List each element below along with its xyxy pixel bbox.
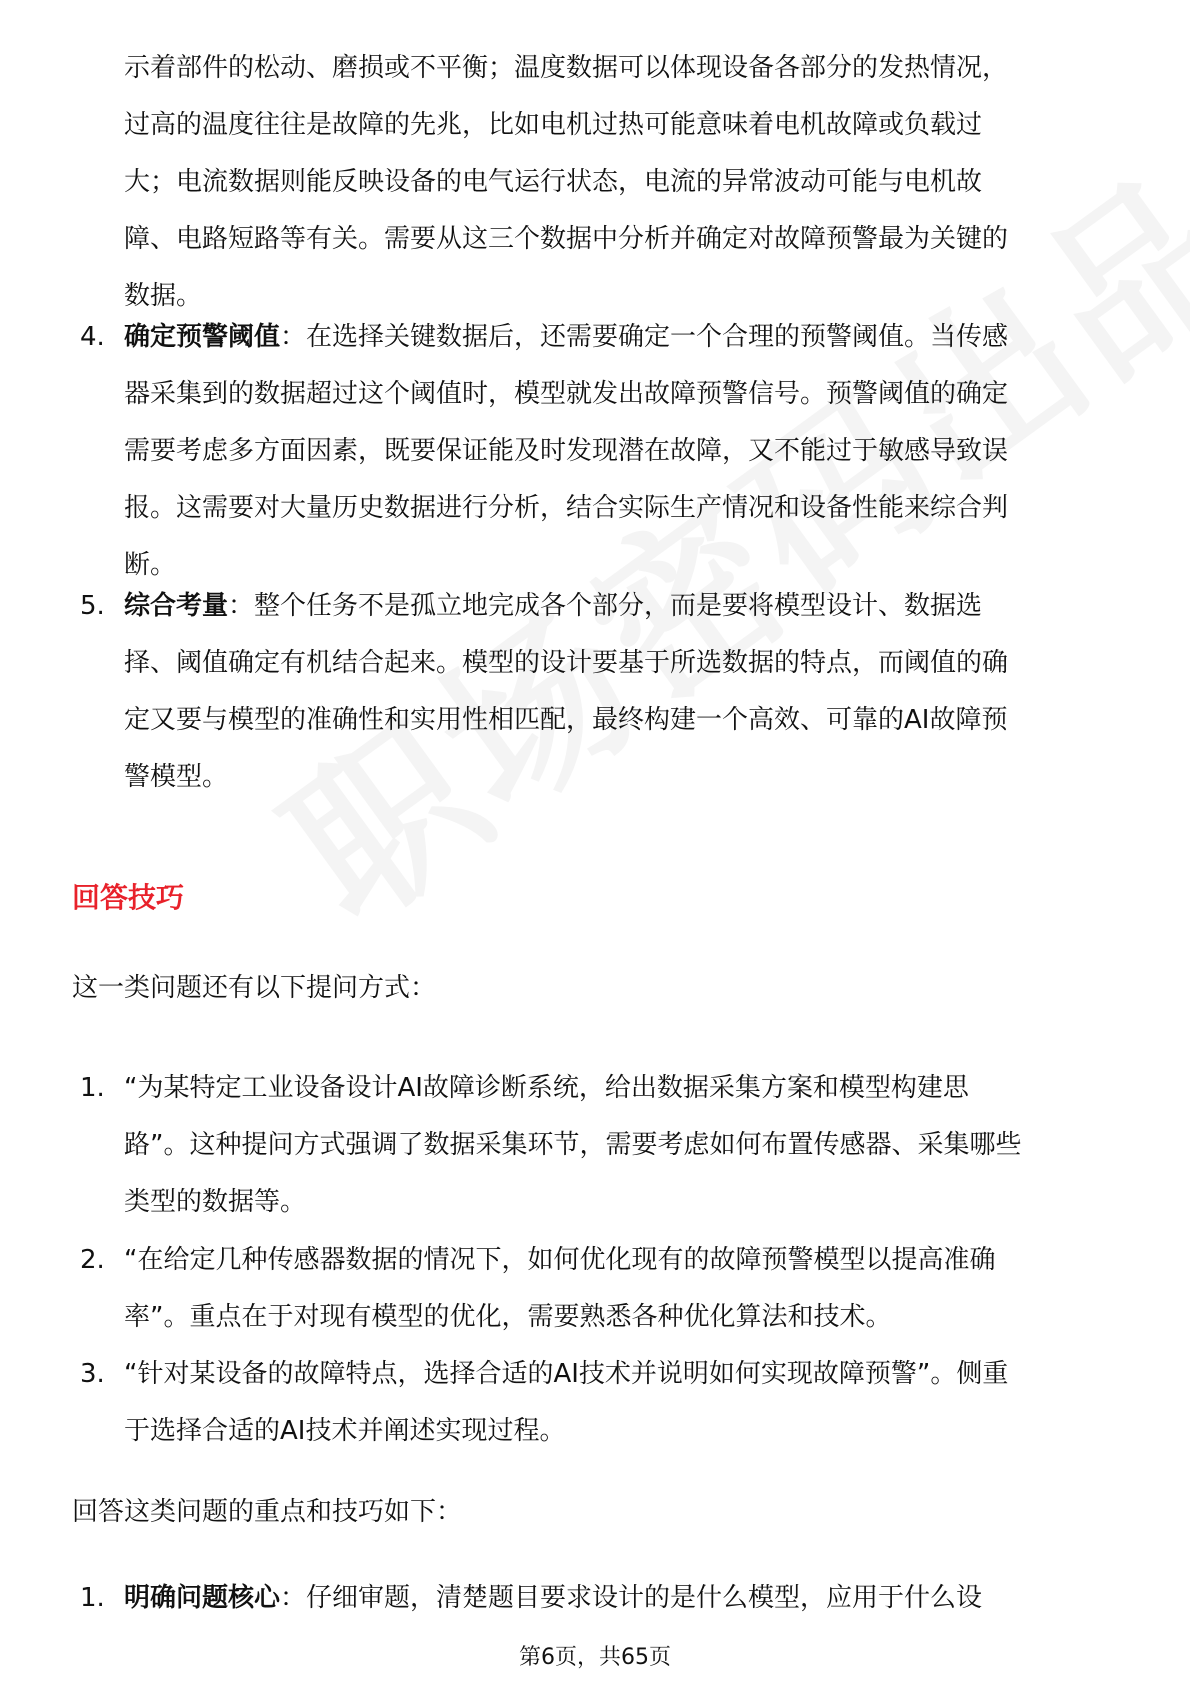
tip-item-1 <box>80 1570 1120 1627</box>
text-line: 类型的数据等。 <box>124 1187 307 1217</box>
text-line: 过高的温度往往是故障的先兆，比如电机过热可能意味着电机故障或负载过 <box>124 110 983 140</box>
text-line: 定又要与模型的准确性和实用性相匹配，最终构建一个高效、可靠的AI故障预 <box>124 705 1008 735</box>
text-line: 数据。 <box>124 281 203 311</box>
continuation-paragraph <box>124 40 1120 325</box>
text-line: 示着部件的松动、磨损或不平衡；温度数据可以体现设备各部分的发热情况， <box>124 53 1009 83</box>
list-number: 3. <box>80 1359 105 1389</box>
text-line: 障、电路短路等有关。需要从这三个数据中分析并确定对故障预警最为关键的 <box>124 224 1009 254</box>
text-line <box>124 578 1120 635</box>
text-line: 于选择合适的AI技术并阐述实现过程。 <box>124 1416 566 1446</box>
list-number: 5. <box>80 591 105 621</box>
intro-paragraph: 这一类问题还有以下提问方式： <box>72 973 437 1003</box>
question-item-2 <box>80 1232 1120 1346</box>
text-line: “为某特定工业设备设计AI故障诊断系统，给出数据采集方案和模型构建思 <box>124 1073 969 1103</box>
text-line: 断。 <box>124 550 177 580</box>
text-span: ：整个任务不是孤立地完成各个部分，而是要将模型设计、数据选 <box>228 591 983 621</box>
text-span: ：在选择关键数据后，还需要确定一个合理的预警阈值。当传感 <box>280 322 1009 352</box>
text-line <box>124 309 1120 366</box>
text-line: 路”。这种提问方式强调了数据采集环节，需要考虑如何布置传感器、采集哪些 <box>124 1130 1022 1160</box>
step-title: 综合考量 <box>124 591 229 621</box>
text-line <box>124 1570 1120 1627</box>
section-heading: 回答技巧 <box>72 881 185 914</box>
tips-intro-paragraph: 回答这类问题的重点和技巧如下： <box>72 1497 463 1527</box>
text-line: 率”。重点在于对现有模型的优化，需要熟悉各种优化算法和技术。 <box>124 1302 892 1332</box>
text-line: 器采集到的数据超过这个阈值时，模型就发出故障预警信号。预警阈值的确定 <box>124 379 1009 409</box>
text-line: 警模型。 <box>124 762 229 792</box>
step-item-threshold <box>80 309 1120 594</box>
text-span: ：仔细审题，清楚题目要求设计的是什么模型，应用于什么设 <box>280 1583 983 1613</box>
text-line: 择、阈值确定有机结合起来。模型的设计要基于所选数据的特点，而阈值的确 <box>124 648 1009 678</box>
question-item-1 <box>80 1060 1120 1231</box>
text-line: “在给定几种传感器数据的情况下，如何优化现有的故障预警模型以提高准确 <box>124 1245 996 1275</box>
list-number: 1. <box>80 1583 105 1613</box>
page-number-footer: 第6页，共65页 <box>519 1645 671 1670</box>
text-line: 报。这需要对大量历史数据进行分析，结合实际生产情况和设备性能来综合判 <box>124 493 1009 523</box>
step-title: 确定预警阈值 <box>124 322 281 352</box>
text-line: 大；电流数据则能反映设备的电气运行状态，电流的异常波动可能与电机故 <box>124 167 983 197</box>
text-line: 需要考虑多方面因素，既要保证能及时发现潜在故障，又不能过于敏感导致误 <box>124 436 1009 466</box>
list-number: 2. <box>80 1245 105 1275</box>
list-number: 1. <box>80 1073 105 1103</box>
step-item-overall <box>80 578 1120 806</box>
tip-title: 明确问题核心 <box>124 1583 281 1613</box>
list-number: 4. <box>80 322 105 352</box>
text-line: “针对某设备的故障特点，选择合适的AI技术并说明如何实现故障预警”。侧重 <box>124 1359 1009 1389</box>
question-item-3 <box>80 1346 1120 1460</box>
